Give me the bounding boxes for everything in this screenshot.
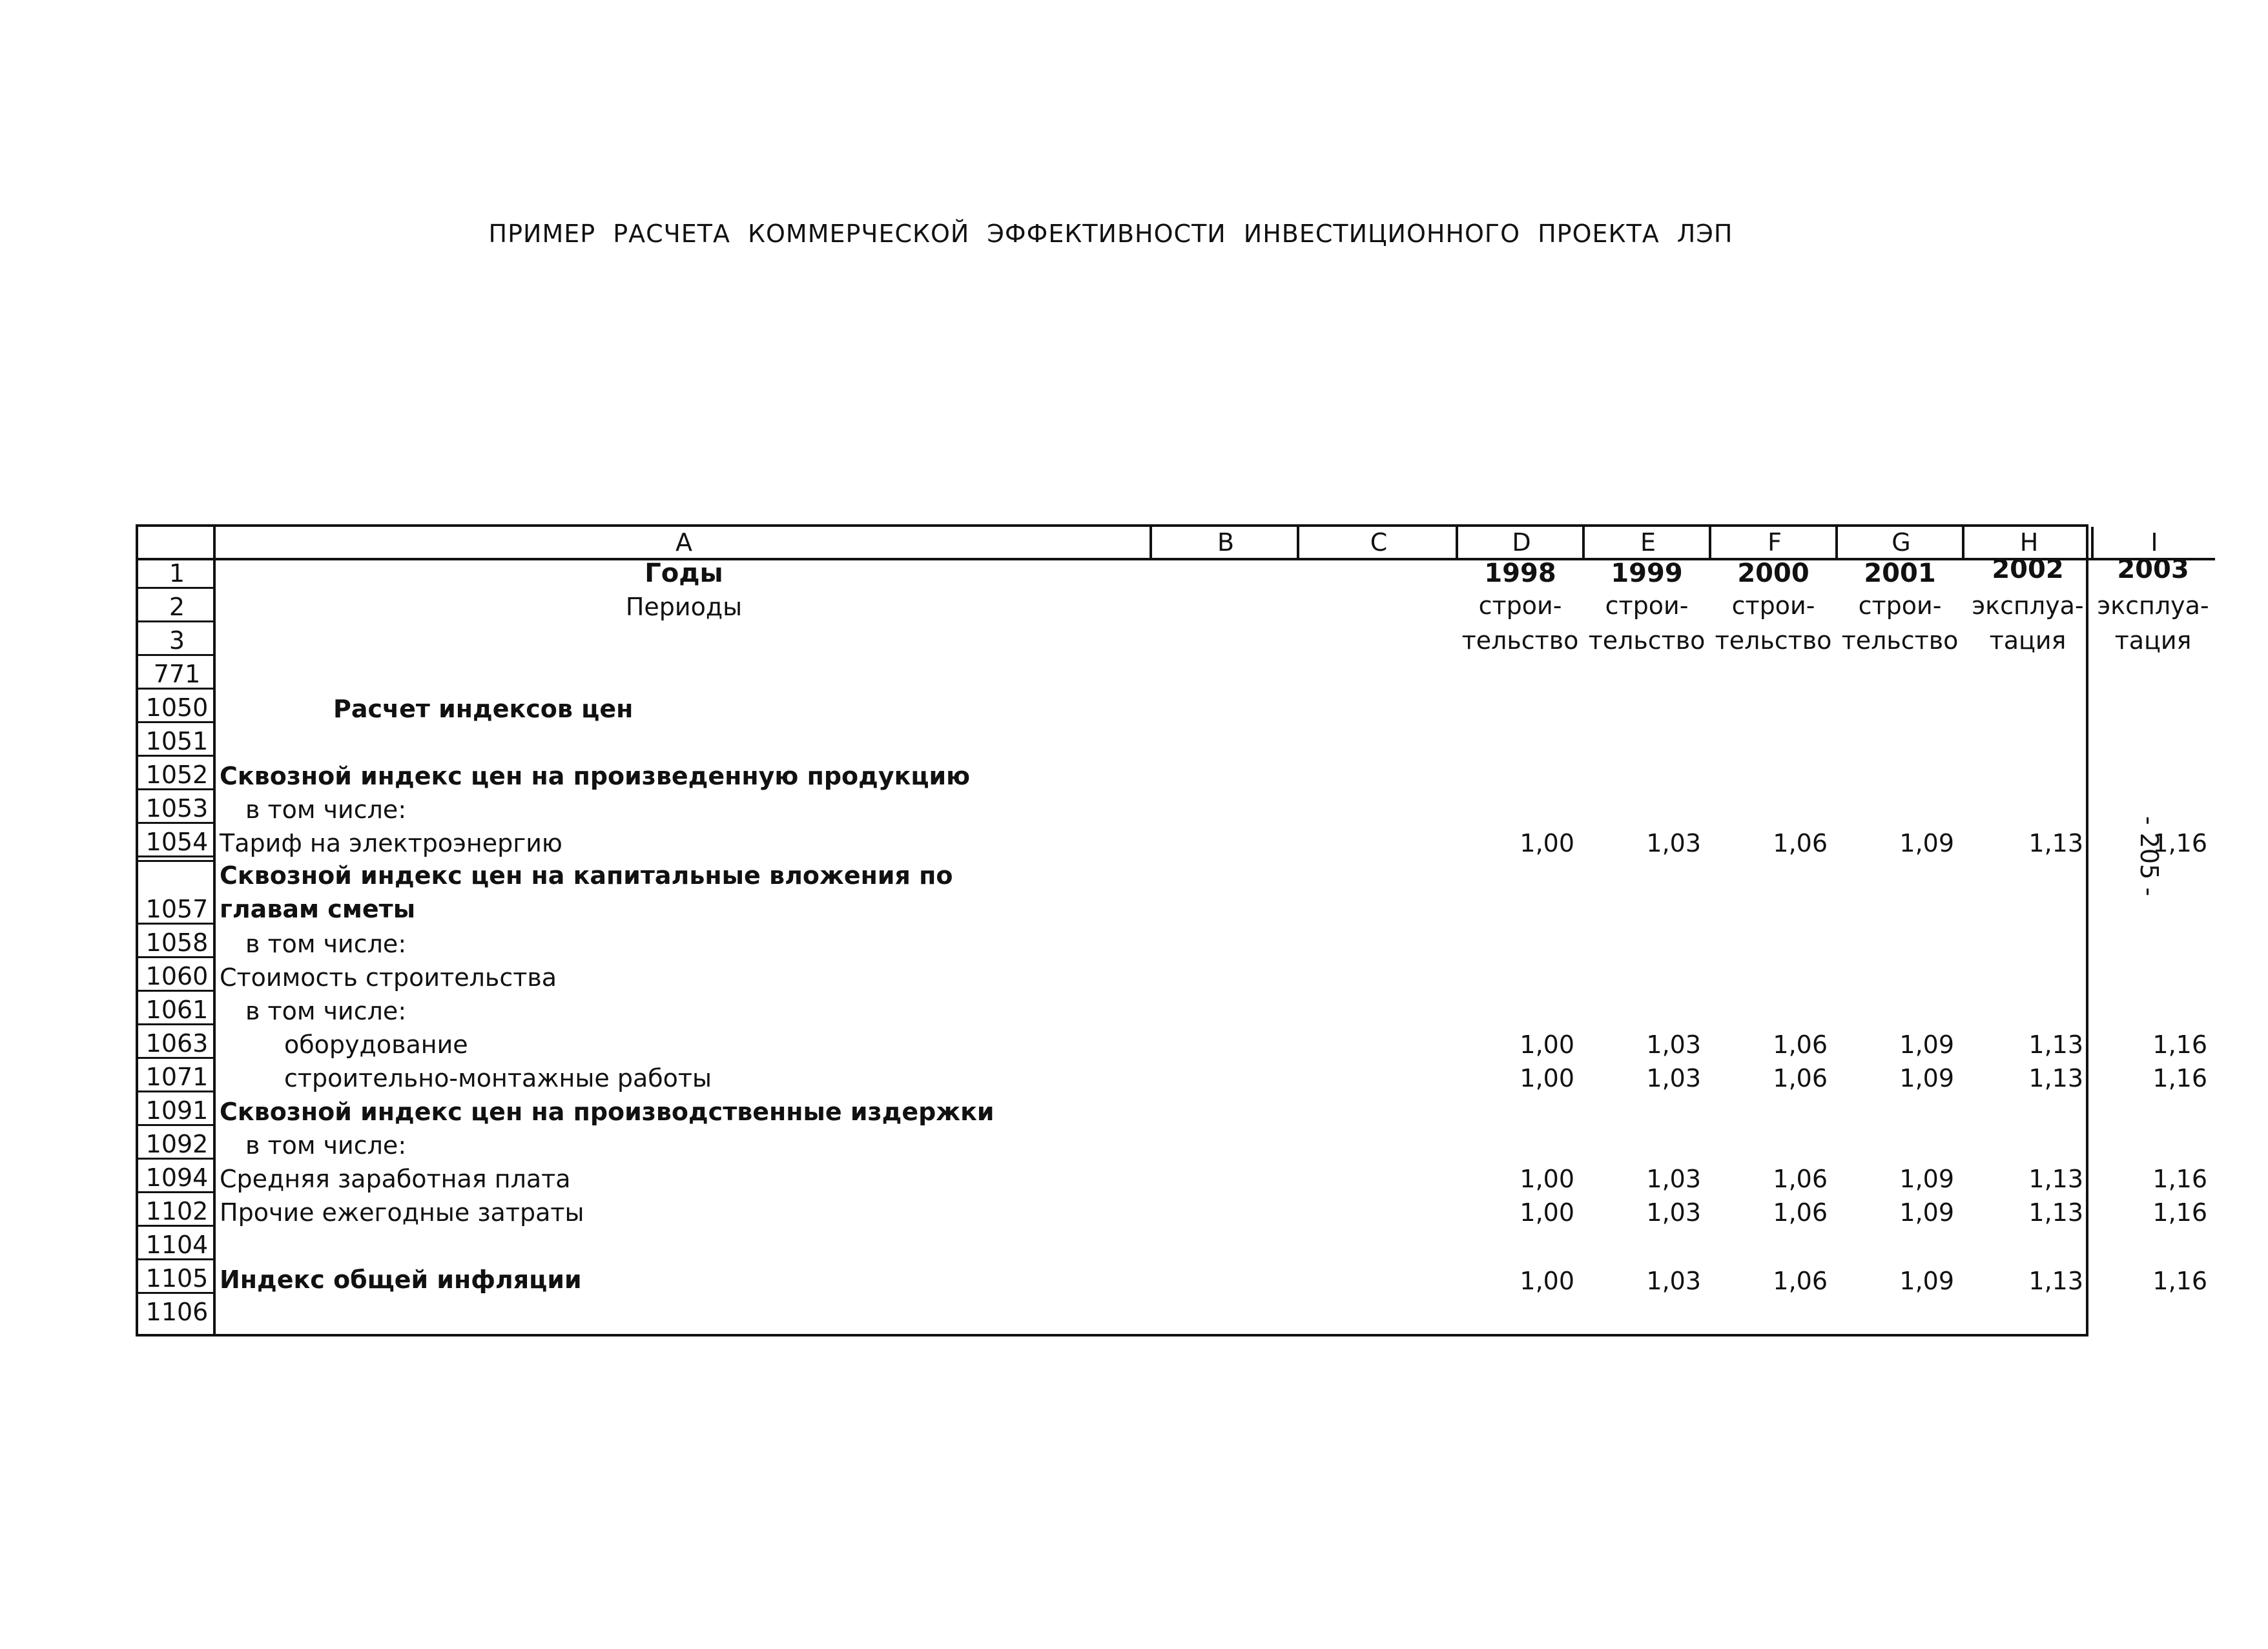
row-label: Сквозной индекс цен на капитальные вложения по <box>220 861 953 890</box>
row-number[interactable]: 1092 <box>138 1129 216 1160</box>
column-header-C[interactable]: C <box>1297 527 1458 560</box>
value-cell[interactable]: 1,09 <box>1899 829 1954 857</box>
value-cell[interactable]: 1,00 <box>1520 829 1574 857</box>
row-number[interactable]: 1104 <box>138 1229 216 1260</box>
value-cell[interactable]: 1,13 <box>2028 1064 2083 1092</box>
value-cell[interactable]: 1,13 <box>2028 1165 2083 1193</box>
row-header-column <box>138 527 216 1334</box>
value-cell[interactable]: 1,06 <box>1773 1064 1828 1092</box>
column-header-I[interactable]: I <box>2091 527 2215 560</box>
section-title: Расчет индексов цен <box>333 695 634 723</box>
period-header: тация <box>1989 626 2067 655</box>
year-header: 2002 <box>1992 555 2064 584</box>
row-number[interactable]: 1051 <box>138 726 216 757</box>
year-header: 1999 <box>1611 558 1683 588</box>
row-number[interactable]: 1091 <box>138 1095 216 1126</box>
row-label: Тариф на электроэнергию <box>220 829 562 857</box>
value-cell[interactable]: 1,03 <box>1646 1267 1701 1295</box>
value-cell[interactable]: 1,09 <box>1899 1267 1954 1295</box>
row-label: Сквозной индекс цен на произведенную продукцию <box>220 762 971 790</box>
periods-label: Периоды <box>625 593 743 621</box>
value-cell[interactable]: 1,06 <box>1773 1030 1828 1059</box>
row-number[interactable]: 1094 <box>138 1162 216 1193</box>
value-cell[interactable]: 1,00 <box>1520 1267 1574 1295</box>
year-header: 2001 <box>1864 558 1936 588</box>
period-header: строи- <box>1731 591 1815 620</box>
value-cell[interactable]: 1,03 <box>1646 1165 1701 1193</box>
row-number[interactable]: 1060 <box>138 961 216 992</box>
row-number[interactable]: 1058 <box>138 927 216 958</box>
value-cell[interactable]: 1,09 <box>1899 1064 1954 1092</box>
row-label: главам сметы <box>220 895 416 923</box>
value-cell[interactable]: 1,13 <box>2028 1267 2083 1295</box>
column-header-B[interactable]: B <box>1149 527 1299 560</box>
value-cell[interactable]: 1,13 <box>2028 1030 2083 1059</box>
row-number[interactable]: 1050 <box>138 692 216 723</box>
column-header-A[interactable]: A <box>216 527 1152 560</box>
period-header: тельство <box>1841 626 1959 655</box>
column-header-F[interactable]: F <box>1709 527 1838 560</box>
row-label: в том числе: <box>245 795 407 824</box>
page-number: - 205 - <box>2135 815 2163 897</box>
row-label: Индекс общей инфляции <box>220 1265 582 1294</box>
value-cell[interactable]: 1,00 <box>1520 1030 1574 1059</box>
value-cell[interactable]: 1,00 <box>1520 1165 1574 1193</box>
row-number[interactable]: 1054 <box>138 826 216 857</box>
value-cell[interactable]: 1,16 <box>2152 1267 2207 1295</box>
value-cell[interactable]: 1,03 <box>1646 1198 1701 1227</box>
row-number[interactable]: 1071 <box>138 1061 216 1092</box>
value-cell[interactable]: 1,06 <box>1773 1267 1828 1295</box>
period-header: тельство <box>1715 626 1832 655</box>
period-header: тельство <box>1461 626 1579 655</box>
column-header-H[interactable]: H <box>1962 527 2094 560</box>
row-label: в том числе: <box>245 997 407 1025</box>
value-cell[interactable]: 1,09 <box>1899 1030 1954 1059</box>
period-header: тация <box>2114 626 2192 655</box>
value-cell[interactable]: 1,13 <box>2028 829 2083 857</box>
row-number[interactable]: 1061 <box>138 994 216 1025</box>
column-header-E[interactable]: E <box>1582 527 1711 560</box>
value-cell[interactable]: 1,03 <box>1646 829 1701 857</box>
years-label: Годы <box>644 558 723 588</box>
year-header: 1998 <box>1484 558 1556 588</box>
period-header: строи- <box>1478 591 1562 620</box>
row-number[interactable]: 1105 <box>138 1263 216 1294</box>
row-label: Средняя заработная плата <box>220 1165 571 1193</box>
value-cell[interactable]: 1,13 <box>2028 1198 2083 1227</box>
row-label: в том числе: <box>245 1131 407 1160</box>
value-cell[interactable]: 1,16 <box>2152 1030 2207 1059</box>
row-label: Прочие ежегодные затраты <box>220 1198 584 1227</box>
page-title: ПРИМЕР РАСЧЕТА КОММЕРЧЕСКОЙ ЭФФЕКТИВНОСТИ ИНВЕСТИЦИОННОГО ПРОЕКТА ЛЭП <box>488 220 1733 248</box>
value-cell[interactable]: 1,09 <box>1899 1198 1954 1227</box>
value-cell[interactable]: 1,00 <box>1520 1064 1574 1092</box>
value-cell[interactable]: 1,09 <box>1899 1165 1954 1193</box>
period-header: строи- <box>1858 591 1942 620</box>
value-cell[interactable]: 1,16 <box>2152 1064 2207 1092</box>
value-cell[interactable]: 1,06 <box>1773 1198 1828 1227</box>
value-cell[interactable]: 1,16 <box>2152 829 2207 857</box>
row-label: оборудование <box>284 1030 468 1059</box>
value-cell[interactable]: 1,06 <box>1773 829 1828 857</box>
row-number[interactable]: 771 <box>138 659 216 690</box>
period-header: эксплуа- <box>1972 591 2084 620</box>
value-cell[interactable]: 1,00 <box>1520 1198 1574 1227</box>
value-cell[interactable]: 1,16 <box>2152 1165 2207 1193</box>
row-number[interactable]: 1052 <box>138 759 216 790</box>
value-cell[interactable]: 1,03 <box>1646 1064 1701 1092</box>
row-number[interactable]: 1057 <box>138 860 216 925</box>
row-number[interactable]: 1063 <box>138 1028 216 1059</box>
year-header: 2000 <box>1737 558 1809 588</box>
period-header: эксплуа- <box>2097 591 2209 620</box>
period-header: тельство <box>1588 626 1706 655</box>
row-label: Стоимость строительства <box>220 963 557 992</box>
row-number[interactable]: 1053 <box>138 793 216 824</box>
row-label: строительно-монтажные работы <box>284 1064 712 1092</box>
row-label: Сквозной индекс цен на производственные издержки <box>220 1098 995 1126</box>
column-header-G[interactable]: G <box>1835 527 1964 560</box>
row-label: в том числе: <box>245 930 407 958</box>
row-number[interactable]: 3 <box>138 625 216 656</box>
value-cell[interactable]: 1,06 <box>1773 1165 1828 1193</box>
column-header-D[interactable]: D <box>1456 527 1585 560</box>
row-number[interactable]: 1106 <box>145 1298 209 1326</box>
row-number[interactable]: 2 <box>138 591 216 622</box>
row-number[interactable]: 1 <box>138 558 216 589</box>
row-number[interactable]: 1102 <box>138 1196 216 1227</box>
period-header: строи- <box>1605 591 1689 620</box>
value-cell[interactable]: 1,16 <box>2152 1198 2207 1227</box>
year-header: 2003 <box>2117 555 2189 584</box>
value-cell[interactable]: 1,03 <box>1646 1030 1701 1059</box>
